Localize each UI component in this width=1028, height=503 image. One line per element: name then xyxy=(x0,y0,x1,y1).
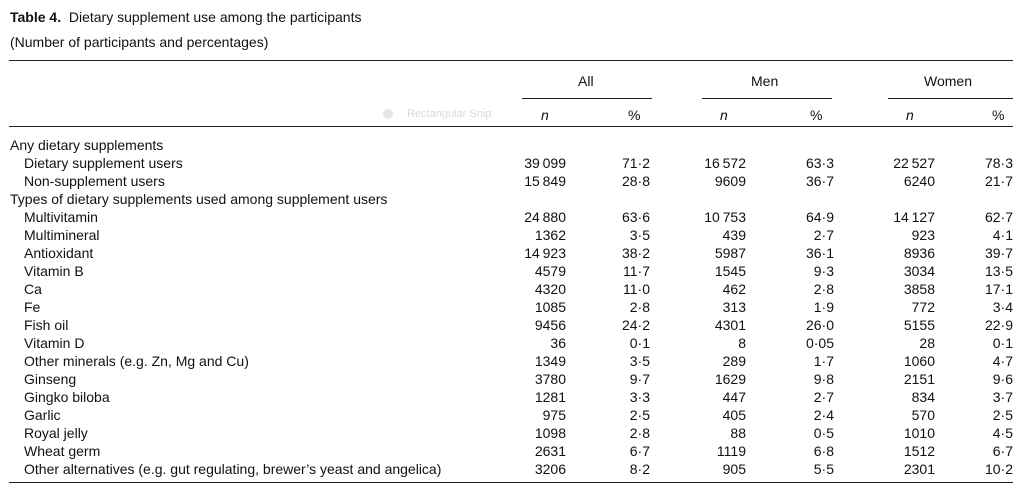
cell-all-n: 4579 xyxy=(534,263,566,279)
cell-women-pct: 13·5 xyxy=(984,263,1013,279)
cell-men-pct: 36·1 xyxy=(805,245,834,261)
table-row xyxy=(0,190,1028,208)
cell-women-pct: 3·7 xyxy=(992,389,1013,405)
cell-women-n: 22 527 xyxy=(893,155,935,171)
table-row xyxy=(0,352,1028,370)
cell-women-pct: 2·5 xyxy=(992,407,1013,423)
cell-all-pct: 28·8 xyxy=(621,173,650,189)
cell-women-n: 1010 xyxy=(903,425,935,441)
row-label: Antioxidant xyxy=(24,245,94,261)
cell-men-pct: 26·0 xyxy=(805,317,834,333)
cell-women-pct: 4·1 xyxy=(992,227,1013,243)
row-label: Royal jelly xyxy=(24,425,88,441)
cell-men-pct: 1·9 xyxy=(813,299,834,315)
cell-all-pct: 2·8 xyxy=(629,299,650,315)
row-label: Any dietary supplements xyxy=(10,137,164,153)
row-label: Vitamin D xyxy=(24,335,85,351)
cell-men-pct: 36·7 xyxy=(805,173,834,189)
cell-all-pct: 2·5 xyxy=(629,407,650,423)
table-row xyxy=(0,442,1028,460)
cell-women-n: 3858 xyxy=(903,281,935,297)
table-subtitle: (Number of participants and percentages) xyxy=(10,34,269,50)
cell-all-pct: 71·2 xyxy=(621,155,650,171)
cell-men-n: 4301 xyxy=(714,317,746,333)
cell-women-n: 5155 xyxy=(903,317,935,333)
cell-women-n: 28 xyxy=(919,335,935,351)
cell-men-n: 313 xyxy=(722,299,746,315)
cell-men-n: 1629 xyxy=(714,371,746,387)
cell-men-pct: 9·8 xyxy=(813,371,834,387)
cell-men-pct: 0·05 xyxy=(805,335,834,351)
cell-women-n: 14 127 xyxy=(893,209,935,225)
subheader-women-n: n xyxy=(906,107,914,123)
table-row xyxy=(0,172,1028,190)
row-label: Ca xyxy=(24,281,42,297)
cell-all-n: 1362 xyxy=(534,227,566,243)
cell-men-pct: 2·7 xyxy=(813,389,834,405)
row-label: Other minerals (e.g. Zn, Mg and Cu) xyxy=(24,353,249,369)
cell-all-pct: 9·7 xyxy=(629,371,650,387)
cell-all-pct: 38·2 xyxy=(621,245,650,261)
cell-men-pct: 1·7 xyxy=(813,353,834,369)
table-row xyxy=(0,262,1028,280)
cell-all-pct: 11·7 xyxy=(623,263,650,279)
cell-women-n: 772 xyxy=(911,299,935,315)
snip-icon xyxy=(383,109,393,119)
header-rule xyxy=(9,126,1013,127)
cell-men-n: 8 xyxy=(738,335,746,351)
table-row xyxy=(0,316,1028,334)
subheader-women-pct: % xyxy=(992,107,1005,123)
cell-men-n: 405 xyxy=(722,407,746,423)
cell-women-pct: 10·2 xyxy=(984,461,1013,477)
header-women: Women xyxy=(924,73,972,89)
table-row xyxy=(0,244,1028,262)
cell-men-n: 905 xyxy=(722,461,746,477)
cell-men-pct: 9·3 xyxy=(813,263,834,279)
cell-all-pct: 3·5 xyxy=(629,353,650,369)
cell-women-pct: 78·3 xyxy=(984,155,1013,171)
cell-women-n: 6240 xyxy=(903,173,935,189)
cell-men-pct: 2·7 xyxy=(813,227,834,243)
cell-all-n: 1349 xyxy=(534,353,566,369)
cell-men-n: 1119 xyxy=(716,443,746,459)
cell-men-pct: 2·8 xyxy=(813,281,834,297)
cell-men-pct: 63·3 xyxy=(805,155,834,171)
row-label: Dietary supplement users xyxy=(24,155,183,171)
cell-men-n: 9609 xyxy=(714,173,746,189)
row-label: Types of dietary supplements used among supplement users xyxy=(10,191,388,207)
cell-men-n: 1545 xyxy=(714,263,746,279)
cell-all-n: 15 849 xyxy=(524,173,566,189)
header-men: Men xyxy=(751,73,779,89)
row-label: Non-supplement users xyxy=(24,173,165,189)
table-caption xyxy=(10,8,361,26)
cell-all-pct: 3·3 xyxy=(629,389,650,405)
cell-women-pct: 9·6 xyxy=(992,371,1013,387)
cell-all-n: 24 880 xyxy=(524,209,566,225)
subheader-men-n: n xyxy=(720,107,728,123)
cell-women-pct: 39·7 xyxy=(984,245,1013,261)
cell-all-pct: 0·1 xyxy=(629,335,650,351)
cell-all-n: 1281 xyxy=(534,389,566,405)
table-row xyxy=(0,406,1028,424)
cell-men-pct: 5·5 xyxy=(813,461,834,477)
cell-men-n: 289 xyxy=(722,353,746,369)
row-label: Wheat germ xyxy=(24,443,101,459)
cell-women-pct: 21·7 xyxy=(984,173,1013,189)
cell-women-pct: 22·9 xyxy=(984,317,1013,333)
cell-all-pct: 8·2 xyxy=(629,461,650,477)
cell-women-pct: 4·5 xyxy=(992,425,1013,441)
cell-all-pct: 2·8 xyxy=(629,425,650,441)
cell-all-n: 3206 xyxy=(534,461,566,477)
cell-all-pct: 24·2 xyxy=(621,317,650,333)
cell-women-n: 2151 xyxy=(903,371,935,387)
row-label: Fish oil xyxy=(24,317,69,333)
cell-men-n: 439 xyxy=(722,227,746,243)
group-rule-men xyxy=(702,98,832,99)
cell-all-n: 1098 xyxy=(534,425,566,441)
cell-men-n: 16 572 xyxy=(704,155,746,171)
cell-all-pct: 63·6 xyxy=(621,209,650,225)
cell-women-n: 3034 xyxy=(903,263,935,279)
cell-women-pct: 3·4 xyxy=(992,299,1013,315)
cell-women-n: 1512 xyxy=(903,443,935,459)
row-label: Ginseng xyxy=(24,371,77,387)
table-row xyxy=(0,388,1028,406)
cell-all-n: 4320 xyxy=(534,281,566,297)
table-row xyxy=(0,460,1028,478)
cell-men-n: 88 xyxy=(730,425,746,441)
cell-all-pct: 3·5 xyxy=(629,227,650,243)
cell-all-pct: 6·7 xyxy=(629,443,650,459)
row-label: Other alternatives (e.g. gut regulating, brewer’s yeast and angelica) xyxy=(24,461,442,477)
bottom-rule xyxy=(9,482,1013,483)
row-label: Multivitamin xyxy=(24,209,98,225)
cell-all-n: 975 xyxy=(542,407,566,423)
table-title: Dietary supplement use among the participants xyxy=(68,9,362,25)
cell-women-pct: 6·7 xyxy=(992,443,1013,459)
cell-women-pct: 62·7 xyxy=(984,209,1013,225)
cell-all-n: 1085 xyxy=(534,299,566,315)
cell-all-n: 2631 xyxy=(534,443,566,459)
table-row xyxy=(0,334,1028,352)
header-all: All xyxy=(578,73,594,89)
cell-men-pct: 6·8 xyxy=(813,443,834,459)
table-row xyxy=(0,370,1028,388)
table-row xyxy=(0,280,1028,298)
table-row xyxy=(0,208,1028,226)
cell-women-pct: 4·7 xyxy=(992,353,1013,369)
row-label: Fe xyxy=(24,299,41,315)
top-rule xyxy=(9,60,1013,61)
table-row xyxy=(0,154,1028,172)
cell-all-n: 3780 xyxy=(534,371,566,387)
subheader-all-n: n xyxy=(541,107,549,123)
row-label: Garlic xyxy=(24,407,61,423)
cell-all-n: 39 099 xyxy=(524,155,566,171)
table-label: Table 4. xyxy=(10,9,62,25)
cell-women-pct: 17·1 xyxy=(984,281,1013,297)
subheader-men-pct: % xyxy=(810,107,823,123)
cell-women-n: 8936 xyxy=(903,245,935,261)
cell-women-n: 834 xyxy=(911,389,935,405)
cell-men-n: 10 753 xyxy=(704,209,746,225)
row-label: Multimineral xyxy=(24,227,100,243)
cell-all-pct: 11·0 xyxy=(623,281,650,297)
row-label: Vitamin B xyxy=(24,263,84,279)
cell-men-n: 462 xyxy=(722,281,746,297)
table-row xyxy=(0,136,1028,154)
table-row xyxy=(0,424,1028,442)
cell-men-n: 447 xyxy=(722,389,746,405)
cell-women-pct: 0·1 xyxy=(992,335,1013,351)
group-rule-women xyxy=(888,98,1013,99)
cell-all-n: 9456 xyxy=(534,317,566,333)
cell-men-pct: 64·9 xyxy=(805,209,834,225)
cell-men-n: 5987 xyxy=(714,245,746,261)
table-row xyxy=(0,226,1028,244)
cell-men-pct: 0·5 xyxy=(813,425,834,441)
cell-all-n: 36 xyxy=(550,335,566,351)
cell-all-n: 14 923 xyxy=(524,245,566,261)
row-label: Gingko biloba xyxy=(24,389,110,405)
cell-women-n: 570 xyxy=(911,407,935,423)
cell-women-n: 1060 xyxy=(903,353,935,369)
group-rule-all xyxy=(522,98,652,99)
cell-women-n: 923 xyxy=(911,227,935,243)
cell-men-pct: 2·4 xyxy=(813,407,834,423)
table-row xyxy=(0,298,1028,316)
snip-label: Rectangular Snip xyxy=(407,108,492,120)
cell-women-n: 2301 xyxy=(903,461,935,477)
subheader-all-pct: % xyxy=(628,107,641,123)
rectangular-snip-overlay xyxy=(383,108,491,120)
